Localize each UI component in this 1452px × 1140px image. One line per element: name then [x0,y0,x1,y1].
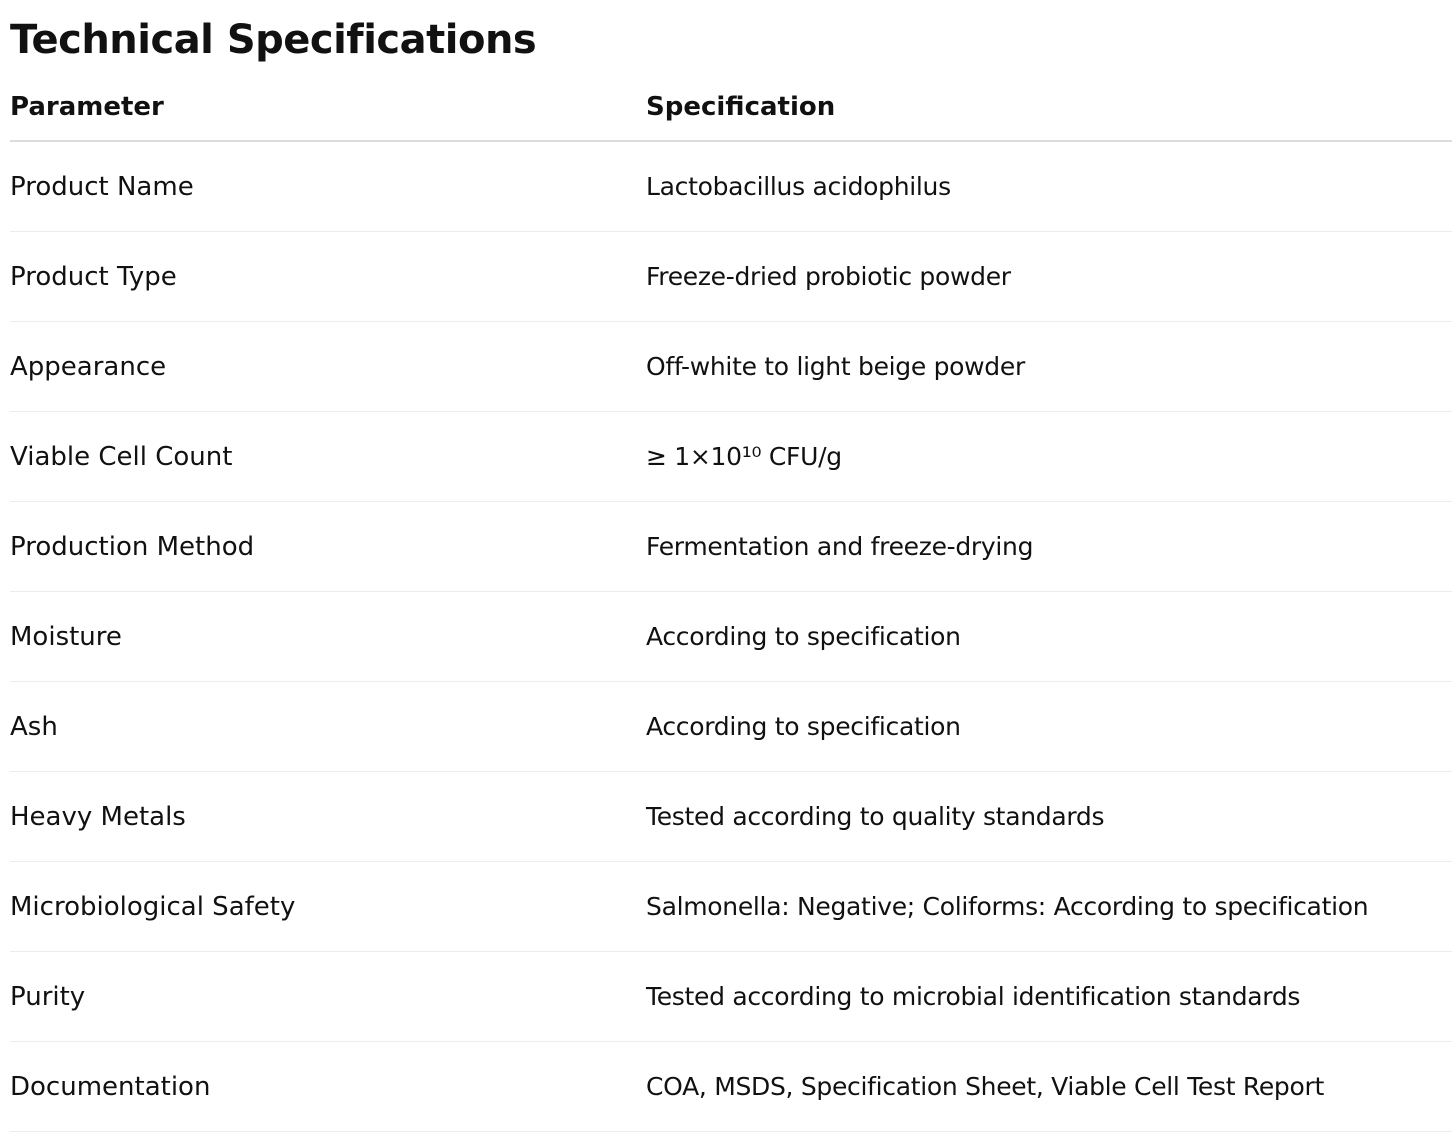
specification-cell: According to specification [646,682,1452,772]
specification-cell: Salmonella: Negative; Coliforms: According to specification [646,862,1452,952]
table-row [10,592,1452,682]
specifications-table [10,74,1452,1132]
table-row [10,682,1452,772]
parameter-cell: Product Type [10,232,646,322]
specification-cell: Lactobacillus acidophilus [646,141,1452,232]
page-title: Technical Specifications [10,17,537,63]
header-specification: Specification [646,74,1452,141]
table-row [10,322,1452,412]
table-row [10,141,1452,232]
specification-cell: According to specification [646,592,1452,682]
specification-cell: ≥ 1×10¹⁰ CFU/g [646,412,1452,502]
table-row [10,502,1452,592]
parameter-cell: Microbiological Safety [10,862,646,952]
table-header [10,74,1452,141]
table-row [10,1042,1452,1132]
specification-cell: Freeze-dried probiotic powder [646,232,1452,322]
specification-cell: Fermentation and freeze-drying [646,502,1452,592]
parameter-cell: Viable Cell Count [10,412,646,502]
parameter-cell: Production Method [10,502,646,592]
table-row [10,772,1452,862]
table-row [10,862,1452,952]
parameter-cell: Documentation [10,1042,646,1132]
specification-cell: Tested according to quality standards [646,772,1452,862]
parameter-cell: Purity [10,952,646,1042]
specification-cell: Off-white to light beige powder [646,322,1452,412]
parameter-cell: Ash [10,682,646,772]
table-row [10,412,1452,502]
parameter-cell: Product Name [10,141,646,232]
table-row [10,232,1452,322]
parameter-cell: Heavy Metals [10,772,646,862]
table-row [10,952,1452,1042]
specification-cell: COA, MSDS, Specification Sheet, Viable Cell Test Report [646,1042,1452,1132]
parameter-cell: Moisture [10,592,646,682]
header-row [10,74,1452,141]
table-body [10,141,1452,1132]
header-parameter: Parameter [10,74,646,141]
specification-cell: Tested according to microbial identification standards [646,952,1452,1042]
parameter-cell: Appearance [10,322,646,412]
